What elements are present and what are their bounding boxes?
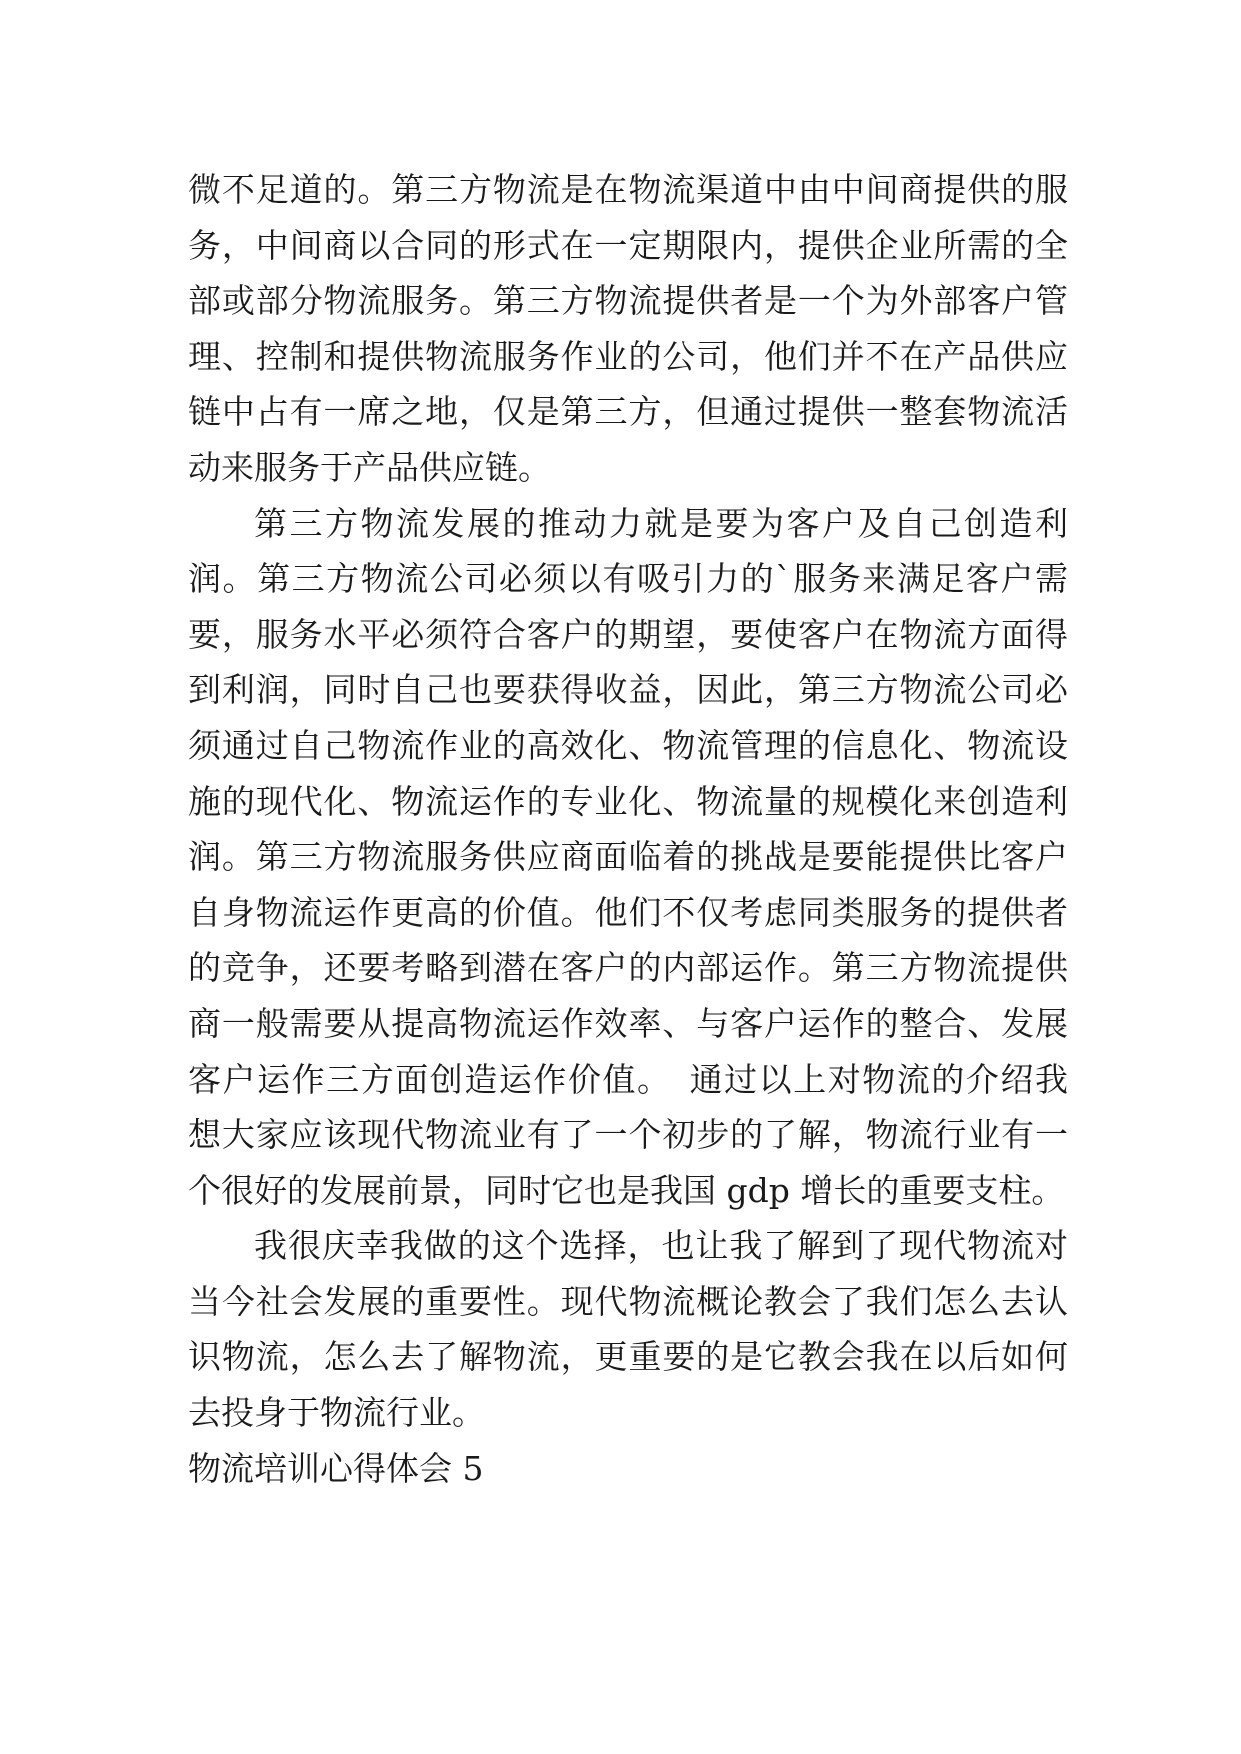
paragraph-3-line-2: 当今社会发展的重要性。现代物流概论教会了我们怎么去认	[188, 1281, 1068, 1321]
paragraph-1-line-5: 链中占有一席之地，仅是第三方，但通过提供一整套物流活	[188, 392, 1068, 432]
paragraph-2-line-3: 要，服务水平必须符合客户的期望，要使客户在物流方面得	[188, 614, 1068, 654]
paragraph-1-line-1: 微不足道的。第三方物流是在物流渠道中由中间商提供的服	[188, 170, 1068, 209]
paragraph-1-line-4: 理、控制和提供物流服务作业的公司，他们并不在产品供应	[188, 336, 1068, 376]
paragraph-2-line-13: 个很好的发展前景，同时它也是我国 gdp 增长的重要支柱。	[188, 1170, 1065, 1210]
paragraph-2-line-1: 第三方物流发展的推动力就是要为客户及自己创造利	[254, 503, 1068, 543]
paragraph-1-line-3: 部或部分物流服务。第三方物流提供者是一个为外部客户管	[188, 281, 1068, 321]
paragraph-2-line-8: 自身物流运作更高的价值。他们不仅考虑同类服务的提供者	[188, 892, 1068, 932]
paragraph-2-line-5: 须通过自己物流作业的高效化、物流管理的信息化、物流设	[188, 725, 1068, 765]
paragraph-2-line-10: 商一般需要从提高物流运作效率、与客户运作的整合、发展	[188, 1003, 1068, 1043]
paragraph-2-line-4: 到利润，同时自己也要获得收益，因此，第三方物流公司必	[188, 670, 1068, 710]
paragraph-2-line-11: 客户运作三方面创造运作价值。 通过以上对物流的介绍我	[188, 1059, 1068, 1099]
section-heading: 物流培训心得体会 5	[188, 1448, 484, 1488]
paragraph-1-line-6: 动来服务于产品供应链。	[188, 447, 551, 487]
paragraph-3-line-1: 我很庆幸我做的这个选择，也让我了解到了现代物流对	[254, 1226, 1068, 1266]
paragraph-2-line-6: 施的现代化、物流运作的专业化、物流量的规模化来创造利	[188, 781, 1068, 821]
paragraph-2-line-2: 润。第三方物流公司必须以有吸引力的`服务来满足客户需	[188, 559, 1068, 599]
paragraph-2-line-7: 润。第三方物流服务供应商面临着的挑战是要能提供比客户	[188, 837, 1068, 877]
paragraph-3-line-4: 去投身于物流行业。	[188, 1393, 485, 1433]
paragraph-2-line-12: 想大家应该现代物流业有了一个初步的了解，物流行业有一	[188, 1115, 1068, 1155]
paragraph-2-line-9: 的竞争，还要考略到潜在客户的内部运作。第三方物流提供	[188, 948, 1068, 988]
paragraph-3-line-3: 识物流，怎么去了解物流，更重要的是它教会我在以后如何	[188, 1337, 1068, 1377]
document-body	[188, 162, 1068, 1496]
paragraph-1-line-2: 务，中间商以合同的形式在一定期限内，提供企业所需的全	[188, 225, 1068, 265]
